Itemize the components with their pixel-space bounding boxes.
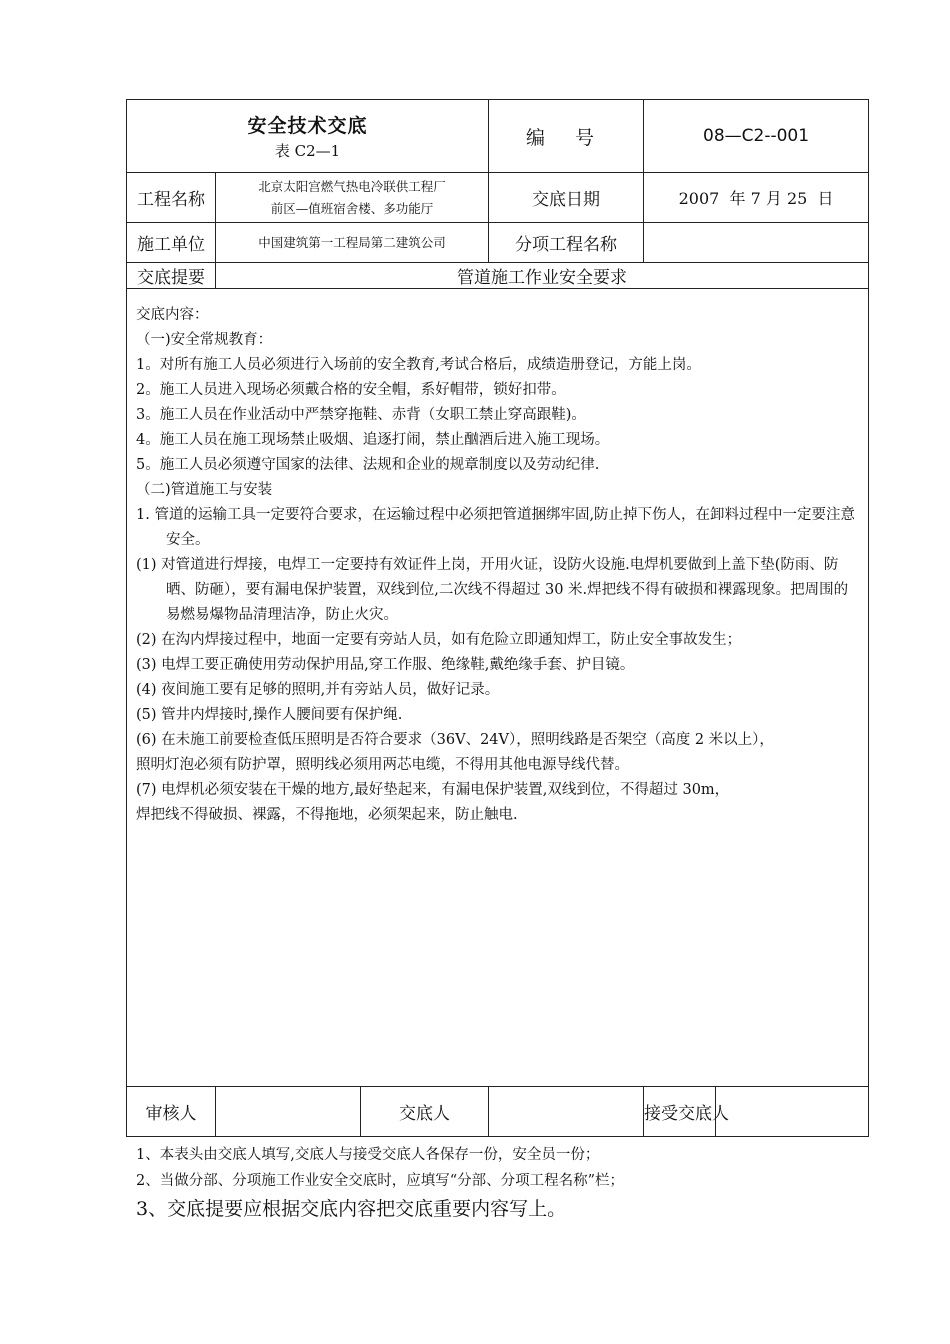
form-table bbox=[126, 99, 869, 1137]
form-title: 安全技术交底 bbox=[247, 115, 368, 137]
list-item: 4。施工人员在施工现场禁止吸烟、追逐打闹，禁止酗酒后进入施工现场。 bbox=[136, 432, 610, 448]
list-item: 1. 管道的运输工具一定要符合要求，在运输过程中必须把管道捆绑牢固,防止掉下伤人，在卸料过程中一定要注意安全。 bbox=[136, 507, 856, 548]
footnote: 3、交底提要应根据交底内容把交底重要内容写上。 bbox=[136, 1198, 567, 1220]
content-heading: 交底内容： bbox=[136, 307, 209, 323]
list-item: (5) 管井内焊接时,操作人腰间要有保护绳. bbox=[136, 707, 403, 723]
receiver-signature[interactable] bbox=[716, 1087, 869, 1137]
list-item: 照明灯泡必须有防护罩，照明线必须用两芯电缆，不得用其他电源导线代替。 bbox=[136, 757, 629, 773]
subitem-label: 分项工程名称 bbox=[489, 223, 644, 263]
footnote: 2、当做分部、分项施工作业安全交底时，应填写“分部、分项工程名称”栏； bbox=[136, 1173, 625, 1189]
presenter-signature[interactable] bbox=[489, 1087, 644, 1137]
project-name-value bbox=[216, 173, 489, 223]
safety-briefing-form bbox=[126, 99, 868, 1137]
briefing-content bbox=[127, 289, 869, 1087]
list-item: 2。施工人员进入现场必须戴合格的安全帽，系好帽带，锁好扣带。 bbox=[136, 382, 566, 398]
presenter-label: 交底人 bbox=[361, 1087, 489, 1137]
subitem-value bbox=[644, 223, 869, 263]
list-item: 1。对所有施工人员必须进行入场前的安全教育,考试合格后，成绩造册登记，方能上岗。 bbox=[136, 357, 701, 373]
date-value: 2007 年 7 月 25 日 bbox=[644, 173, 869, 223]
project-name-line1: 北京太阳宫燃气热电冷联供工程厂 bbox=[258, 178, 446, 194]
unit-label: 施工单位 bbox=[127, 223, 216, 263]
list-item: (7) 电焊机必须安装在干燥的地方,最好垫起来，有漏电保护装置,双线到位，不得超过 30m， bbox=[136, 782, 730, 798]
list-item: (2) 在沟内焊接过程中，地面一定要有旁站人员，如有危险立即通知焊工，防止安全事故发生； bbox=[136, 632, 742, 648]
summary-label: 交底提要 bbox=[127, 263, 216, 289]
form-subtitle: 表 C2—1 bbox=[274, 142, 341, 160]
section-heading: （一)安全常规教育： bbox=[136, 332, 273, 348]
number-value: 08—C2--001 bbox=[644, 100, 869, 173]
list-item: 5。施工人员必须遵守国家的法律、法规和企业的规章制度以及劳动纪律. bbox=[136, 457, 600, 473]
list-item: (6) 在未施工前要检查低压照明是否符合要求（36V、24V），照明线路是否架空（高度 2 米以上）， bbox=[136, 732, 774, 748]
footnote: 1、本表头由交底人填写,交底人与接受交底人各保存一份，安全员一份； bbox=[136, 1147, 600, 1163]
list-item: (3) 电焊工要正确使用劳动保护用品,穿工作服、绝缘鞋,戴绝缘手套、护目镜。 bbox=[136, 657, 635, 673]
summary-value: 管道施工作业安全要求 bbox=[216, 263, 869, 289]
list-item: (4) 夜间施工要有足够的照明,并有旁站人员，做好记录。 bbox=[136, 682, 500, 698]
reviewer-label: 审核人 bbox=[127, 1087, 216, 1137]
section-heading: （二)管道施工与安装 bbox=[136, 482, 273, 498]
form-title-cell bbox=[127, 100, 489, 173]
receiver-label: 接受交底人 bbox=[644, 1087, 716, 1137]
date-label: 交底日期 bbox=[489, 173, 644, 223]
project-name-label: 工程名称 bbox=[127, 173, 216, 223]
number-label: 编 号 bbox=[489, 100, 644, 173]
unit-value: 中国建筑第一工程局第二建筑公司 bbox=[216, 223, 489, 263]
reviewer-signature[interactable] bbox=[216, 1087, 361, 1137]
list-item: 3。施工人员在作业活动中严禁穿拖鞋、赤背（女职工禁止穿高跟鞋)。 bbox=[136, 407, 586, 423]
list-item: 焊把线不得破损、裸露，不得拖地，必须架起来，防止触电. bbox=[136, 807, 518, 823]
footnotes bbox=[136, 1142, 866, 1224]
project-name-line2: 前区—值班宿舍楼、多功能厅 bbox=[270, 200, 434, 216]
list-item: (1) 对管道进行焊接，电焊工一定要持有效证件上岗，开用火证，设防火设施.电焊机要做到上盖下垫(防雨、防晒、防砸），要有漏电保护装置，双线到位,二次线不得超过 30 米.焊把线不得有破损和裸露现象。把周围的易燃易爆物品清理洁净，防止火灾。 bbox=[136, 557, 849, 623]
